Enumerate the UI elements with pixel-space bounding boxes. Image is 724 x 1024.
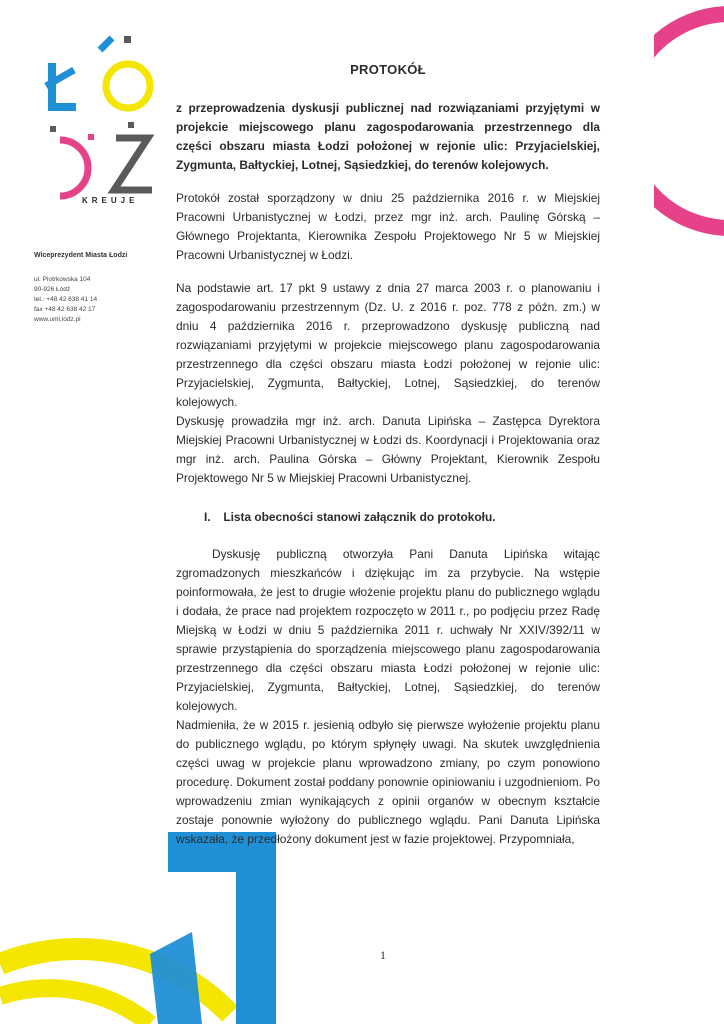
bottom-decoration bbox=[0, 824, 300, 1024]
document-subtitle: z przeprowadzenia dyskusji publicznej nad rozwiązaniami przyjętymi w projekcie miejscowego planu zagospodarowania przestrzennego dla części obszaru miasta Łodzi położonej w rejonie ulic: Przyjacielskiej, Zygmunta, Bałtyckiej, Lotnej, Sąsiedzkiej, do terenów kolejowych. bbox=[176, 101, 600, 172]
page-number: 1 bbox=[380, 948, 386, 962]
document-body bbox=[176, 60, 600, 849]
address-line: www.uml.lodz.pl bbox=[34, 316, 81, 323]
section-number: I. bbox=[204, 510, 211, 524]
section-title: Lista obecności stanowi załącznik do protokołu. bbox=[223, 510, 496, 524]
address-line: ul. Piotrkowska 104 bbox=[34, 276, 91, 283]
office-title: Wiceprezydent Miasta Łodzi bbox=[34, 252, 128, 259]
address-line: fax +48 42 638 42 17 bbox=[34, 306, 96, 313]
document-title: PROTOKÓŁ bbox=[350, 62, 426, 77]
brand-word: KREUJE bbox=[82, 196, 139, 205]
pink-arc-decoration bbox=[654, 0, 724, 240]
paragraph: Na podstawie art. 17 pkt 9 ustawy z dnia 27 marca 2003 r. o planowaniu i zagospodarowaniu przestrzennym (Dz. U. z 2016 r. poz. 778 z późn. zm.) w dniu 4 października 2016 r. przeprowadzono dyskusję publiczną nad rozwiązaniami przyjętymi w projekcie miejscowego planu zagospodarowania przestrzennego dla części obszaru miasta Łodzi położonej w rejonie ulic: Przyjacielskiej, Zygmunta, Bałtyckiej, Lotnej, Sąsiedzkiej, do terenów kolejowych. bbox=[176, 281, 600, 409]
address-line: 90-926 Łódź bbox=[34, 286, 71, 293]
address-line: tel.: +48 42 638 41 14 bbox=[34, 296, 98, 303]
address-block bbox=[34, 275, 97, 325]
section-heading bbox=[204, 508, 600, 527]
paragraph: Dyskusję prowadziła mgr inż. arch. Danuta Lipińska – Zastępca Dyrektora Miejskiej Pracowni Urbanistycznej w Łodzi ds. Koordynacji i Projektowania oraz mgr inż. arch. Paulina Górska – Główny Projektant, Kierownik Zespołu Projektowego Nr 5 w Miejskiej Pracowni Urbanistycznej. bbox=[176, 414, 600, 485]
paragraph: Nadmieniła, że w 2015 r. jesienią odbyło się pierwsze wyłożenie projektu planu do publicznego wglądu, po którym spłynęły uwagi. Na skutek uwzględnienia części uwag w projekcie planu wprowadzono zmiany, po czym ponowiono procedurę. Dokument został poddany ponownie opiniowaniu i uzgodnieniom. Po wprowadzeniu zmian wynikających z opinii organów w obecnym kształcie zostaje ponownie wyłożony do publicznego wglądu. Pani Danuta Lipińska wskazała, że przedłożony dokument jest w fazie projektowej. Przypomniała, bbox=[176, 718, 600, 846]
lodz-kreuje-logo bbox=[40, 28, 170, 218]
paragraph: Dyskusję publiczną otworzyła Pani Danuta Lipińska witając zgromadzonych mieszkańców i dziękując im za przybycie. Na wstępie poinformowała, że jest to drugie włożenie projektu planu do publicznego wglądu i dodała, że prace nad projektem rozpoczęto w 2011 r., po podjęciu przez Radę Miejską w Łodzi w dniu 5 października 2011 r. uchwały Nr XXIV/392/11 w sprawie przystąpienia do sporządzenia miejscowego planu zagospodarowania przestrzennego dla części obszaru miasta Łodzi położonej w rejonie ulic: Przyjacielskiej, Zygmunta, Bałtyckiej, Lotnej, Sąsiedzkiej, do terenów kolejowych. bbox=[176, 547, 600, 713]
paragraph: Protokół został sporządzony w dniu 25 października 2016 r. w Miejskiej Pracowni Urbanistycznej w Łodzi, przez mgr inż. arch. Paulinę Górską – Głównego Projektanta, Kierownika Zespołu Projektowego Nr 5 w Miejskiej Pracowni Urbanistycznej w Łodzi. bbox=[176, 191, 600, 262]
